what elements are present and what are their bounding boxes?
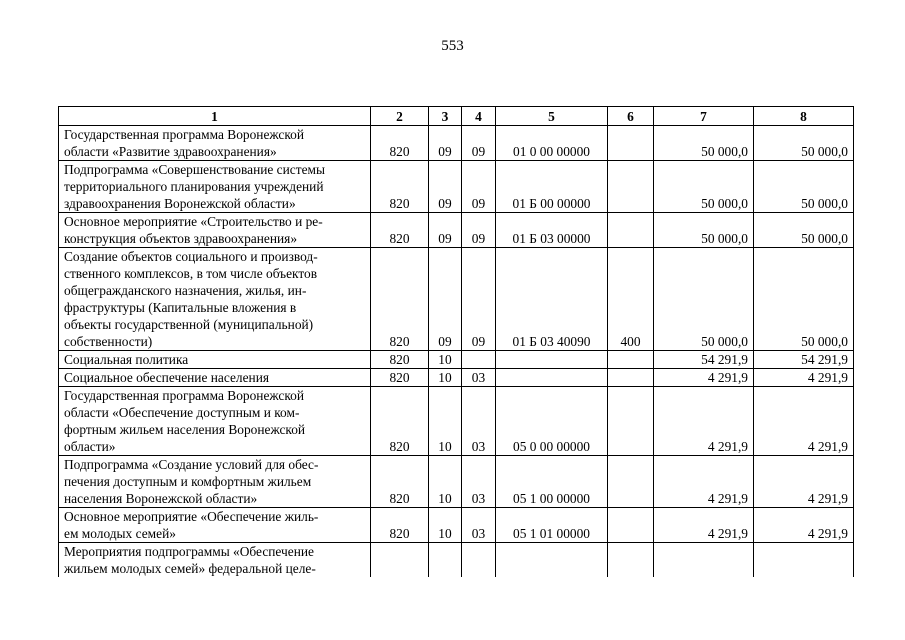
amount-col-8: 4 291,9 <box>754 387 854 456</box>
expense-type-code <box>608 456 654 508</box>
ministry-code: 820 <box>371 248 429 351</box>
subsection-code <box>462 351 496 369</box>
subsection-code: 03 <box>462 387 496 456</box>
target-article-code: 01 Б 00 00000 <box>496 161 608 213</box>
subsection-code: 09 <box>462 161 496 213</box>
header-cell-1: 1 <box>59 107 371 126</box>
target-article-code: 01 Б 03 40090 <box>496 248 608 351</box>
amount-col-8 <box>754 543 854 578</box>
table-row <box>59 126 854 161</box>
section-code: 10 <box>429 369 462 387</box>
expense-type-code <box>608 213 654 248</box>
header-cell-2: 2 <box>371 107 429 126</box>
row-name: Государственная программа Воронежской области «Обеспечение доступным и ком- фортным жильем населения Воронежской области» <box>59 387 371 456</box>
expense-type-code <box>608 543 654 578</box>
ministry-code: 820 <box>371 387 429 456</box>
target-article-code: 05 0 00 00000 <box>496 387 608 456</box>
section-code: 10 <box>429 508 462 543</box>
ministry-code <box>371 543 429 578</box>
expense-type-code <box>608 369 654 387</box>
header-cell-5: 5 <box>496 107 608 126</box>
expense-type-code <box>608 351 654 369</box>
table-header-row <box>59 107 854 126</box>
target-article-code: 01 Б 03 00000 <box>496 213 608 248</box>
amount-col-8: 50 000,0 <box>754 161 854 213</box>
amount-col-8: 4 291,9 <box>754 369 854 387</box>
ministry-code: 820 <box>371 351 429 369</box>
amount-col-7 <box>654 543 754 578</box>
table-row <box>59 161 854 213</box>
row-name: Социальная политика <box>59 351 371 369</box>
table-row <box>59 508 854 543</box>
expense-type-code <box>608 387 654 456</box>
section-code: 09 <box>429 213 462 248</box>
header-cell-6: 6 <box>608 107 654 126</box>
target-article-code: 01 0 00 00000 <box>496 126 608 161</box>
section-code: 10 <box>429 387 462 456</box>
ministry-code: 820 <box>371 369 429 387</box>
ministry-code: 820 <box>371 456 429 508</box>
ministry-code: 820 <box>371 161 429 213</box>
row-name: Социальное обеспечение населения <box>59 369 371 387</box>
row-name: Основное мероприятие «Обеспечение жиль- ем молодых семей» <box>59 508 371 543</box>
row-name: Подпрограмма «Совершенствование системы территориального планирования учреждений здравоохранения Воронежской области» <box>59 161 371 213</box>
ministry-code: 820 <box>371 213 429 248</box>
amount-col-7: 50 000,0 <box>654 213 754 248</box>
amount-col-8: 50 000,0 <box>754 248 854 351</box>
section-code: 09 <box>429 248 462 351</box>
expense-type-code <box>608 508 654 543</box>
section-code: 09 <box>429 161 462 213</box>
subsection-code <box>462 543 496 578</box>
amount-col-8: 50 000,0 <box>754 126 854 161</box>
header-cell-3: 3 <box>429 107 462 126</box>
amount-col-7: 50 000,0 <box>654 248 754 351</box>
row-name: Мероприятия подпрограммы «Обеспечение жильем молодых семей» федеральной целе- <box>59 543 371 578</box>
ministry-code: 820 <box>371 508 429 543</box>
amount-col-8: 4 291,9 <box>754 508 854 543</box>
subsection-code: 03 <box>462 456 496 508</box>
amount-col-8: 54 291,9 <box>754 351 854 369</box>
target-article-code: 05 1 00 00000 <box>496 456 608 508</box>
page-number: 553 <box>441 38 464 54</box>
expense-type-code <box>608 126 654 161</box>
row-name: Подпрограмма «Создание условий для обес- печения доступным и комфортным жильем населения Воронежской области» <box>59 456 371 508</box>
amount-col-7: 4 291,9 <box>654 369 754 387</box>
section-code: 10 <box>429 456 462 508</box>
amount-col-8: 4 291,9 <box>754 456 854 508</box>
subsection-code: 03 <box>462 508 496 543</box>
subsection-code: 09 <box>462 213 496 248</box>
amount-col-7: 4 291,9 <box>654 456 754 508</box>
target-article-code: 05 1 01 00000 <box>496 508 608 543</box>
row-name: Создание объектов социального и производ- ственного комплексов, в том числе объектов общегражданского назначения, жилья, ин- фраструктуры (Капитальные вложения в объекты государственной (муниципальной) собственности) <box>59 248 371 351</box>
target-article-code <box>496 351 608 369</box>
budget-table <box>58 106 854 577</box>
header-cell-7: 7 <box>654 107 754 126</box>
table-body <box>59 107 854 578</box>
header-cell-4: 4 <box>462 107 496 126</box>
table-row <box>59 456 854 508</box>
row-name: Государственная программа Воронежской области «Развитие здравоохранения» <box>59 126 371 161</box>
amount-col-7: 4 291,9 <box>654 387 754 456</box>
amount-col-7: 54 291,9 <box>654 351 754 369</box>
subsection-code: 03 <box>462 369 496 387</box>
amount-col-7: 50 000,0 <box>654 161 754 213</box>
section-code <box>429 543 462 578</box>
target-article-code <box>496 543 608 578</box>
header-cell-8: 8 <box>754 107 854 126</box>
expense-type-code: 400 <box>608 248 654 351</box>
section-code: 10 <box>429 351 462 369</box>
table-row <box>59 543 854 578</box>
subsection-code: 09 <box>462 248 496 351</box>
expense-type-code <box>608 161 654 213</box>
subsection-code: 09 <box>462 126 496 161</box>
amount-col-7: 50 000,0 <box>654 126 754 161</box>
amount-col-7: 4 291,9 <box>654 508 754 543</box>
table-row <box>59 213 854 248</box>
row-name: Основное мероприятие «Строительство и ре- конструкция объектов здравоохранения» <box>59 213 371 248</box>
section-code: 09 <box>429 126 462 161</box>
ministry-code: 820 <box>371 126 429 161</box>
table-row <box>59 369 854 387</box>
amount-col-8: 50 000,0 <box>754 213 854 248</box>
target-article-code <box>496 369 608 387</box>
table-row <box>59 248 854 351</box>
table-row <box>59 387 854 456</box>
table-row <box>59 351 854 369</box>
